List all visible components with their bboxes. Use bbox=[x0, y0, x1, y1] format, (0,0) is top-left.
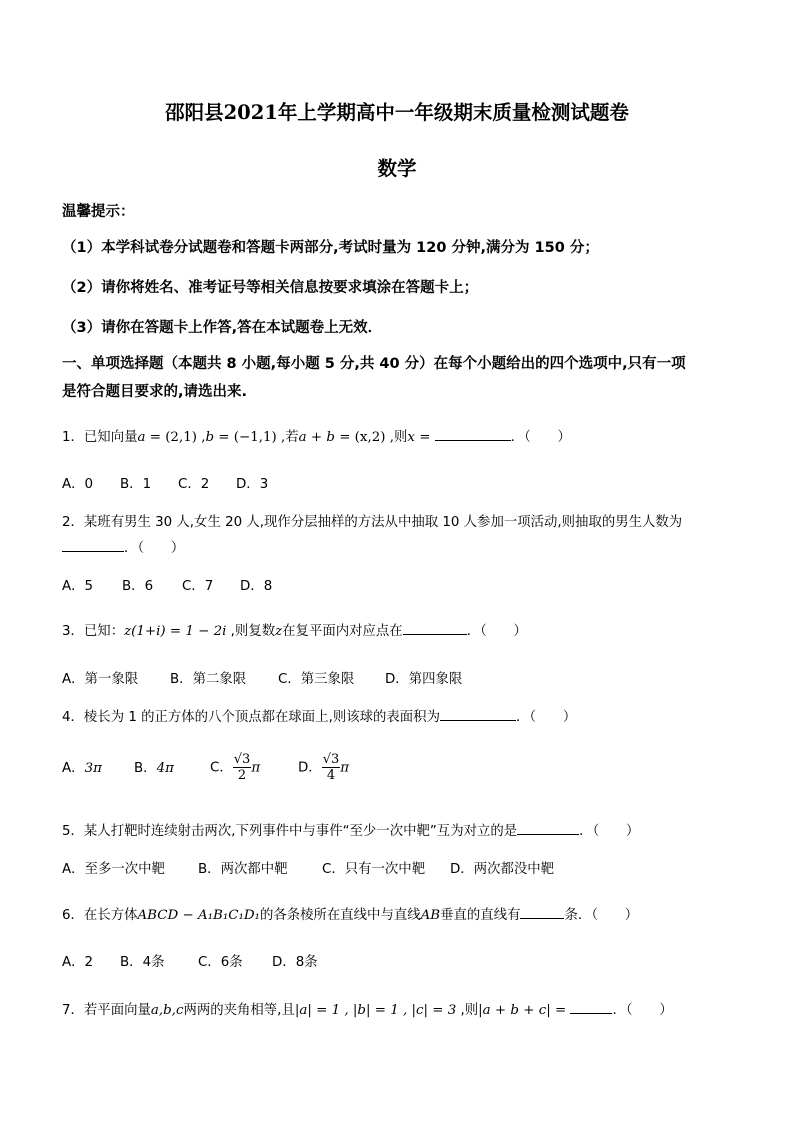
option-c: C．7 bbox=[182, 579, 214, 594]
question-7: 7．若平面向量a,b,c两两的夹角相等,且|a| = 1 , |b| = 1 , |c| = 3 ,则|a + b + c| = ．（ ） bbox=[62, 999, 673, 1018]
tip-item-2: （2）请你将姓名、准考证号等相关信息按要求填涂在答题卡上； bbox=[62, 280, 479, 296]
option-b: B．4π bbox=[134, 760, 174, 776]
option-d: D．第四象限 bbox=[385, 672, 463, 687]
fraction: $\frac{√3}{4}$ bbox=[322, 752, 340, 783]
option-b: B．两次都中靶 bbox=[198, 862, 288, 877]
vector-a: a bbox=[137, 430, 146, 445]
tip-item-3: （3）请你在答题卡上作答,答在本试题卷上无效． bbox=[62, 320, 383, 336]
option-d: D．两次都没中靶 bbox=[450, 862, 555, 877]
answer-blank bbox=[435, 427, 511, 441]
sum-magnitude: |a + b + c| = bbox=[478, 1003, 571, 1018]
option-b: B．6 bbox=[122, 579, 154, 594]
tip-item-1: （1）本学科试卷分试题卷和答题卡两部分,考试时量为 120 分钟,满分为 150 分； bbox=[62, 240, 599, 256]
subject-title: 数学 bbox=[377, 157, 417, 180]
answer-blank bbox=[570, 1000, 612, 1014]
tips-heading: 温馨提示： bbox=[62, 204, 135, 220]
complex-equation: z(1+i) = 1 − 2i bbox=[124, 624, 227, 639]
option-d: D． $\frac{√3}{4}$ π bbox=[298, 752, 350, 783]
option-a: A．5 bbox=[62, 579, 94, 594]
magnitude-conditions: |a| = 1 , |b| = 1 , |c| = 3 bbox=[294, 1003, 457, 1018]
section-1-instructions-line-1: 一、单项选择题（本题共 8 小题,每小题 5 分,共 40 分）在每个小题给出的四个选项中,只有一项 bbox=[62, 356, 686, 372]
answer-blank bbox=[403, 621, 467, 635]
exam-title: 邵阳县2021年上学期高中一年级期末质量检测试题卷 bbox=[165, 101, 629, 124]
answer-blank bbox=[520, 905, 564, 919]
option-d: D．8 bbox=[240, 579, 273, 594]
vectors-abc: a,b,c bbox=[150, 1003, 184, 1018]
option-a: A．2 bbox=[62, 955, 94, 970]
vector-b: b bbox=[205, 430, 215, 445]
option-c: C．只有一次中靶 bbox=[322, 862, 426, 877]
question-5: 5．某人打靶时连续射击两次,下列事件中与事件“至少一次中靶”互为对立的是 ．（ ） bbox=[62, 820, 639, 839]
option-a: A．第一象限 bbox=[62, 672, 139, 687]
question-6: 6．在长方体ABCD − A₁B₁C₁D₁的各条棱所在直线中与直线AB垂直的直线有 条．（ ） bbox=[62, 904, 638, 923]
option-a: A．至多一次中靶 bbox=[62, 862, 165, 877]
option-a: A．0 bbox=[62, 477, 94, 492]
option-c: C．2 bbox=[178, 477, 210, 492]
cuboid-expression: ABCD − A₁B₁C₁D₁ bbox=[137, 908, 260, 923]
option-d: D．3 bbox=[236, 477, 269, 492]
question-4-options bbox=[62, 752, 349, 783]
question-2-continuation: ．（ ） bbox=[62, 537, 184, 556]
question-4: 4．棱长为 1 的正方体的八个顶点都在球面上,则该球的表面积为 ．（ ） bbox=[62, 706, 576, 725]
option-b: B．4条 bbox=[120, 955, 165, 970]
question-5-options bbox=[62, 858, 554, 877]
option-c: C．第三象限 bbox=[278, 672, 355, 687]
question-2: 2．某班有男生 30 人,女生 20 人,现作分层抽样的方法从中抽取 10 人参加一项活动,则抽取的男生人数为 bbox=[62, 515, 683, 530]
option-b: B．1 bbox=[120, 477, 152, 492]
option-d: D．8条 bbox=[272, 955, 318, 970]
question-1: 1．已知向量a = (2,1) ,b = (−1,1) ,若a + b = (x,2) ,则x = ．（ ） bbox=[62, 426, 571, 445]
option-a: A．3π bbox=[62, 760, 102, 776]
option-b: B．第二象限 bbox=[170, 672, 247, 687]
answer-blank bbox=[517, 821, 579, 835]
question-3: 3．已知：z(1+i) = 1 − 2i ,则复数z在复平面内对应点在 ．（ ） bbox=[62, 620, 527, 639]
option-c: C． $\frac{√3}{2}$ π bbox=[210, 752, 261, 783]
fraction: $\frac{√3}{2}$ bbox=[233, 752, 251, 783]
question-1-options bbox=[62, 473, 268, 492]
question-3-options bbox=[62, 668, 462, 687]
option-c: C．6条 bbox=[198, 955, 243, 970]
answer-blank bbox=[440, 707, 516, 721]
question-6-options bbox=[62, 951, 318, 970]
section-1-instructions-line-2: 是符合题目要求的,请选出来. bbox=[62, 384, 248, 400]
answer-blank bbox=[62, 538, 124, 552]
question-2-options bbox=[62, 575, 272, 594]
